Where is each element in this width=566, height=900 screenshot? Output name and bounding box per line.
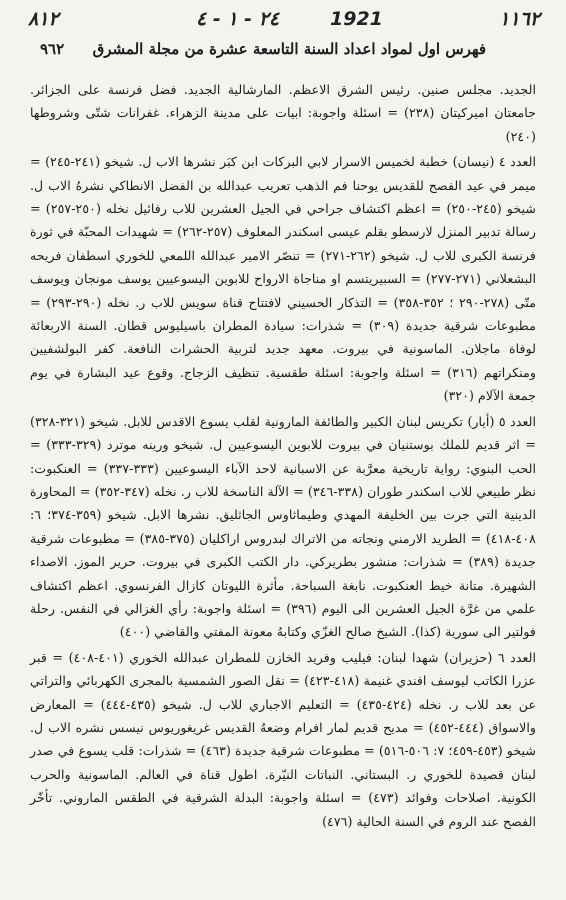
- index-body: [30, 78, 536, 833]
- page-title: فهرس اول لمواد اعداد السنة التاسعة عشرة من مجلة المشرق: [92, 40, 486, 58]
- handwritten-date: ٢٤ - ١ - ٤: [196, 8, 280, 30]
- paragraph-issue-6: العدد ٦ (حزيران) شهدا لبنان: فيليب وفريد الخازن للمطران عبدالله الخوري (٤٠١-٤٠٨) = قبر عزرا الكاتب ليوسف افندي غنيمة (٤١٨-٤٢٣) = نقل الصور الشمسية بالمجرى الكهربائي والتراتي عن بعد للاب ر. نخله (٤٢٤-٤٣٥) = التعليم الاجباري للاب ل. شيخو (٤٣٥-٤٤٤) = المعارض والاسواق (٤٤٤-٤٥٢) = مديح قديم لمار افرام وضعهُ القديس غريغوريوس نيسس نشره الاب ل. شيخو (٤٥٣-٤٥٩؛ ٧: ٥٠٦-٥١٦) = مطبوعات شرقية جديدة (٤٦٣) = شذرات: قلب يسوع في صدر لبنان قصيدة للخوري ر. البستاني. النباتات النيّرة. اطول قناة في العالم. الماسونية والحرب الكونية. اصلاحات وفوائد (٤٧٣) = اسئلة واجوبة: البدلة الشرقية في الطقس الماروني. تأخّر الفصح عند الروم في السنة الحالية (٤٧٦): [30, 649, 537, 829]
- handwritten-number-right: ١١٦٢: [499, 8, 540, 30]
- paragraph-issue-5: العدد ٥ (أيار) تكريس لبنان الكبير والطائفة المارونية لقلب يسوع الاقدس للابل. شيخو (٣٢١-٣٢٨) = اثر قديم للملك بوستنيان في بيروت للابوين اليسوعيين ل. شيخو ورينه موترد (٣٢٩-٣٣٣) = الحب البنوي: رواية تاريخية معرَّبة عن الاسبانية لاحد الآباء اليسوعيين (٣٣٣-٣٣٧) = العنكبوت: نظر طبيعي للاب اسكندر طوران (٣٣٨-٣٤٦) = الآلة الناسخة للاب ر. نخله (٣٤٧-٣٥٢) = المحاورة الدينية التي جرت بين الخليفة المهدي وطيماثاوس الجاثليق. نشرها الابل. شيخو (٣٥٩-٣٧٤؛ ٦: ٤٠٨-٤١٨) = الطريد الارمني ونجاته من الاتراك لبدروس اراكليان (٣٧٥-٣٨٥) = مطبوعات شرقية جديدة (٣٨٩) = شذرات: منشور بطريركي. دار الكتب الكبرى في بيروت. حرير الموز. الاصداء الشهيرة. متانة خيط العنكبوت. نابغة السباحة. مأثرة الليوتان كازال الفرنسوي. اعظم اكتشاف علمي من غرَّة الجيل العشرين الى اليوم (٣٩٦) = اسئلة واجوبة: رأي الغزالي في النفس. رحلة فولتير الى سورية (كذا). الشيخ صالح الغزّي وكتابهُ معونة المفتي والقاضي (٤٠٠): [30, 413, 536, 640]
- handwritten-year: 1921: [330, 8, 383, 30]
- paragraph-issue-4: العدد ٤ (نيسان) خطبة لخميس الاسرار لابي البركات ابن كبَر نشرها الاب ل. شيخو (٢٤١-٢٤٥) = ميمر في عيد الفصح للقديس يوحنا فم الذهب تعريب عبدالله بن الفضل الانطاكي نشرهُ الاب ل. شيخو (٢٤٥-٢٥٠) = اعظم اكتشاف جراحي في الجيل العشرين للاب رفائيل نخله (٢٥٠-٢٥٧) = رسالة تدبير المنزل لارسطو بقلم عيسى اسكندر المعلوف (٢٥٧-٢٦٢) = شهيدات المحبّة في ثورة فرنسة الكبرى للاب ل. شيخو (٢٦٢-٢٧١) = تنصّر الامير عبدالله اللمعي للخوري اسطفان فريحه البشعلاني (٢٧١-٢٧٧) = السبيريتسم او مناجاة الارواح للابوين اليسوعيين يوسف مونجان ويوسف متّى (٢٧٨-٢٩٠ ؛ ٣٥٢-٣٥٨) = التذكار الحسيني لافتتاح قناة سويس للاب ر. نخله (٢٩٠-٢٩٣) = مطبوعات شرقية جديدة (٣٠٩) = شذرات: سيادة المطران باسيليوس قطان. السنة الاربعائة لوفاة ماجلان. الماسونية في بيروت. معهد جديد لتربية الحشرات النافعة. كفر البولشفيين ومنكراتهم (٣١٦) = اسئلة واجوبة: اسئلة طقسية. تنظيف الزجاج. وقوع عيد البشارة في يوم جمعة الآلام (٣٢٠): [30, 154, 537, 404]
- page-number: ٩٦٢: [40, 40, 65, 58]
- page-header: [40, 38, 526, 62]
- handwritten-number-left: ٨١٢: [28, 8, 59, 30]
- paragraph-issue-3-continued: الجديد. مجلس صنين. رئيس الشرق الاعظم. المارشالية الجديد. فضل فرنسة على الجزائر. جامعتان اميركيتان (٢٣٨) = اسئلة واجوبة: ابيات على مدينة الزهراء. غفرانات شتّى وشروطها (٢٤٠): [30, 82, 536, 144]
- handwritten-annotations: [0, 6, 566, 36]
